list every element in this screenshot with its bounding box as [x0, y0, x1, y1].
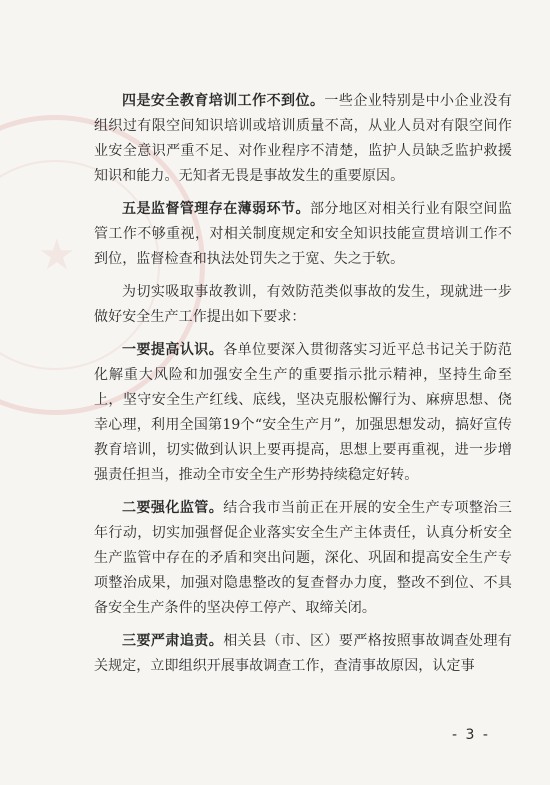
paragraph-text: 结合我市当前正在开展的安全生产专项整治三年行动，切实加强督促企业落实安全生产主体责任，认真分析安全生产监管中存在的矛盾和突出问题，深化、巩固和提高安全生产专项整治成果，加强对隐患整改的复查督办力度，整改不到位、不具备安全生产条件的坚决停工停产、取缔关闭。 [94, 500, 512, 616]
paragraph-text: 部分地区对相关行业有限空间监管工作不够重视，对相关制度规定和安全知识技能宣贯培训工作不到位，监督检查和执法处罚失之于宽、失之于软。 [94, 201, 512, 267]
paragraph-lead: 一要提高认识。 [122, 342, 224, 358]
paragraph-spacer [94, 488, 512, 496]
paragraph-training [94, 89, 512, 189]
paragraph-lead: 三要严肃追责。 [122, 633, 224, 649]
paragraph-spacer [94, 272, 512, 280]
paragraph-text: 一些企业特别是中小企业没有组织过有限空间知识培训或培训质量不高，从业人员对有限空间作业安全意识严重不足、对作业程序不清楚，监护人员缺乏监护救援知识和能力。无知者无畏是事故发生的重要原因。 [94, 93, 512, 184]
paragraph-supervision [94, 197, 512, 272]
paragraph-spacer [94, 621, 512, 629]
paragraph-raise-awareness [94, 338, 512, 488]
paragraph-text: 各单位要深入贯彻落实习近平总书记关于防范化解重大风险和加强安全生产的重要指示批示精神，坚持生命至上，坚守安全生产红线、底线，坚决克服松懈行为、麻痹思想、侥幸心理，利用全国第19个“安全生产月”，加强思想发动，搞好宣传教育培训，切实做到认识上要再提高，思想上要再重视，进一步增强责任担当，推动全市安全生产形势持续稳定好转。 [94, 342, 512, 483]
paragraph-lead: 五是监督管理存在薄弱环节。 [122, 201, 310, 217]
paragraph-lead: 四是安全教育培训工作不到位。 [122, 93, 325, 109]
seal-star-icon: ★ [38, 230, 76, 279]
page-number: - 3 - [452, 727, 490, 743]
paragraph-text: 相关县（市、区）要严格按照事故调查处理有关规定，立即组织开展事故调查工作，查清事故原因，认定事 [94, 633, 512, 674]
paragraph-lead: 二要强化监管。 [122, 500, 224, 516]
paragraph-requirements-intro [94, 280, 512, 330]
paragraph-spacer [94, 189, 512, 197]
document-body [94, 89, 512, 679]
paragraph-text: 为切实吸取事故教训，有效防范类似事故的发生，现就进一步做好安全生产工作提出如下要求： [94, 284, 512, 325]
paragraph-strengthen-supervision [94, 496, 512, 621]
paragraph-accountability [94, 629, 512, 679]
paragraph-spacer [94, 330, 512, 338]
